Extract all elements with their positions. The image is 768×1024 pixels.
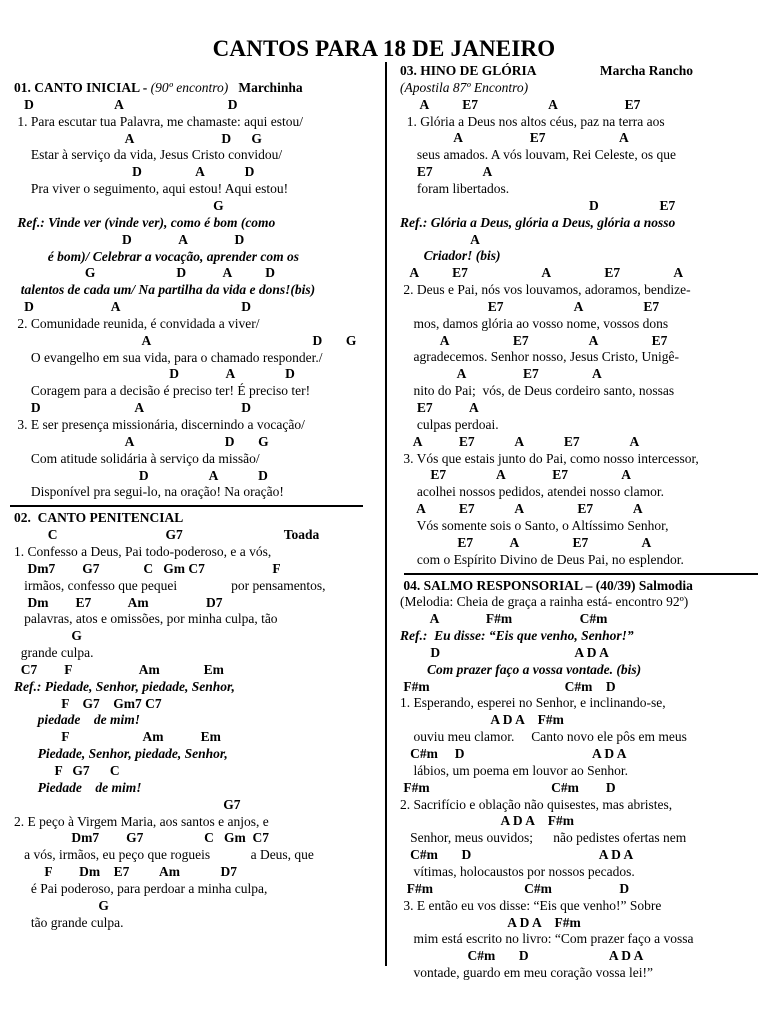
refrain-line: Ref.: Eu disse: “Eis que venho, Senhor!” <box>400 628 634 644</box>
refrain-line: Criador! (bis) <box>400 248 501 264</box>
chord-line: C#m D A D A <box>400 746 627 761</box>
lyric-line: acolhei nossos pedidos, atendei nosso clamor. <box>400 484 664 500</box>
lyric-line: Estar à serviço da vida, Jesus Cristo convidou/ <box>14 147 283 163</box>
chord-line: C#m D A D A <box>400 948 644 964</box>
chord-line: A E7 A E7 <box>400 332 668 348</box>
lyric-line: foram libertados. <box>400 180 510 196</box>
lyric-line: é Pai poderoso, para perdoar a minha culpa, <box>14 880 268 896</box>
chord-line: A D A F#m <box>400 813 575 829</box>
chord-line: E7 A E7 <box>400 298 660 314</box>
chord-line: A D A F#m <box>400 712 564 728</box>
lyric-line: a vós, irmãos, eu peço que rogueis a Deus, que <box>14 847 314 863</box>
lyric-line: irmãos, confesso que pequei por pensamentos, <box>14 577 326 593</box>
lyric-line: 2. Deus e Pai, nós vos louvamos, adoramos, bendize- <box>400 282 691 298</box>
chord-line: A D A F#m <box>400 914 581 930</box>
lyric-line: 3. E então eu vos disse: “Eis que venho!” Sobre <box>400 897 662 913</box>
chord-line: E7 A <box>400 164 493 180</box>
refrain-line: Piedade de mim! <box>14 779 142 795</box>
lyric-line: 1. Confesso a Deus, Pai todo-poderoso, e a vós, <box>14 543 272 559</box>
lyric-line: 1. Esperando, esperei no Senhor, e inclinando-se, <box>400 695 666 711</box>
column-divider <box>385 62 387 966</box>
refrain-line: Ref.: Glória a Deus, glória a Deus, glória a nosso <box>400 214 676 230</box>
chord-line: G7 <box>14 796 241 812</box>
lyric-line: nito do Pai; vós, de Deus cordeiro santo, nossas <box>400 383 675 399</box>
lyric-line: 2. Sacrifício e oblação não quisestes, mas abristes, <box>400 796 673 812</box>
refrain-line: Ref.: Vinde ver (vinde ver), como é bom (como <box>14 214 276 230</box>
chord-line: D A D <box>14 400 252 416</box>
section-heading <box>400 63 693 78</box>
chord-line: G <box>14 897 109 913</box>
lyric-line: agradecemos. Senhor nosso, Jesus Cristo, Unigê- <box>400 349 679 365</box>
section-heading <box>14 510 183 525</box>
lyric-line: Pra viver o seguimento, aqui estou! Aqui estou! <box>14 181 289 197</box>
chord-line: F Dm E7 Am D7 <box>14 864 237 880</box>
chord-line: A D G <box>14 332 357 348</box>
section-heading <box>400 578 693 593</box>
lyric-line: palavras, atos e omissões, por minha culpa, tão <box>14 611 278 627</box>
chord-line: A F#m C#m <box>400 611 608 627</box>
refrain-line: Com prazer faço a vossa vontade. (bis) <box>400 661 642 677</box>
chord-line: C7 F Am Em <box>14 661 224 677</box>
section-divider <box>10 505 363 507</box>
chord-line: A D G <box>14 130 262 146</box>
chord-line: A E7 A <box>400 130 629 146</box>
lyric-line: 2. E peço à Virgem Maria, aos santos e anjos, e <box>14 813 269 829</box>
chord-line: D A D <box>14 299 252 315</box>
lyric-line: com o Espírito Divino de Deus Pai, no esplendor. <box>400 551 684 567</box>
lyric-line: lábios, um poema em louvor ao Senhor. <box>400 762 628 778</box>
chord-line: E7 A E7 A <box>400 534 652 550</box>
section-heading-part: 03. HINO DE GLÓRIA Marcha Rancho <box>400 63 694 78</box>
chord-line: F G7 C <box>14 763 120 778</box>
chord-line: D A D <box>14 164 255 180</box>
chord-line: D A D <box>14 366 295 382</box>
lyric-line: 1. Para escutar tua Palavra, me chamaste: aqui estou/ <box>14 113 304 129</box>
chord-line: Dm7 G7 C Gm C7 <box>14 830 269 846</box>
refrain-line: Piedade, Senhor, piedade, Senhor, <box>14 746 228 762</box>
page-title: CANTOS PARA 18 DE JANEIRO <box>212 36 556 61</box>
chord-line: F#m C#m D <box>400 880 630 896</box>
chord-line: G <box>14 197 224 213</box>
section-heading-part: Marchinha <box>228 80 303 95</box>
chord-line: E7 A <box>400 400 479 415</box>
lyric-line: Senhor, meus ouvidos; não pedistes ofertas nem <box>400 830 687 846</box>
lyric-line: mim está escrito no livro: “Com prazer faço a vossa <box>400 931 694 947</box>
refrain-line: Ref.: Piedade, Senhor, piedade, Senhor, <box>14 678 235 694</box>
lyric-line: Coragem para a decisão é preciso ter! É preciso ter! <box>14 383 311 399</box>
lyric-line: 1. Glória a Deus nos altos céus, paz na terra aos <box>400 113 665 129</box>
chord-line: A E7 A E7 A <box>400 433 640 449</box>
section-heading-part: 02. CANTO PENITENCIAL <box>14 510 184 526</box>
lyric-line: tão grande culpa. <box>14 914 124 930</box>
subtitle-line: (Apostila 87º Encontro) <box>400 79 529 95</box>
chord-line: D A D <box>14 231 245 247</box>
section-divider <box>404 573 758 575</box>
section-heading-part: (90º encontro) <box>150 80 229 95</box>
refrain-line: é bom)/ Celebrar a vocação, aprender com os <box>14 248 299 264</box>
chord-line: A E7 A E7 A <box>400 265 684 281</box>
chord-line: A D G <box>14 433 269 449</box>
lyric-line: vontade, guardo em meu coração vossa lei!” <box>400 965 654 981</box>
lyric-line: Disponível pra segui-lo, na oração! Na oração! <box>14 484 284 500</box>
lyric-line: Vós somente sois o Santo, o Altíssimo Senhor, <box>400 517 669 533</box>
section-heading-part: 01. CANTO INICIAL - <box>14 80 151 95</box>
chord-line: F#m C#m D <box>400 779 616 795</box>
chord-line: F#m C#m D <box>400 678 616 694</box>
lyric-line: vítimas, holocaustos por nossos pecados. <box>400 863 635 879</box>
lyric-line: grande culpa. <box>14 645 94 661</box>
chord-line: G D A D <box>14 265 276 281</box>
chord-line: A E7 A E7 A <box>400 501 643 517</box>
chord-line: F Am Em <box>14 729 221 745</box>
chord-line: A E7 A <box>400 366 602 382</box>
chord-line: F G7 Gm7 C7 <box>14 695 162 711</box>
chord-line: Dm7 G7 C Gm C7 F <box>14 560 281 576</box>
lyric-line: seus amados. A vós louvam, Rei Celeste, os que <box>400 147 676 163</box>
chord-line: D A D <box>14 96 238 112</box>
chord-line: C G7 Toada <box>14 527 320 543</box>
chord-line: G <box>14 628 82 644</box>
chord-line: Dm E7 Am D7 <box>14 594 223 610</box>
refrain-line: piedade de mim! <box>14 712 140 728</box>
lyric-line: O evangelho em sua vida, para o chamado responder./ <box>14 349 323 365</box>
chord-line: D A D <box>14 467 268 483</box>
lyric-line: (Melodia: Cheia de graça a rainha está- encontro 92º) <box>400 594 689 610</box>
chord-line: A <box>400 231 480 247</box>
lyric-line: culpas perdoai. <box>400 416 499 432</box>
chord-line: C#m D A D A <box>400 847 634 863</box>
section-heading <box>14 80 303 95</box>
refrain-line: talentos de cada um/ Na partilha da vida e dons!(bis) <box>14 282 316 298</box>
chord-line: D E7 <box>400 197 676 213</box>
lyric-line: 3. Vós que estais junto do Pai, como nosso intercessor, <box>400 450 699 466</box>
section-heading-part: 04. SALMO RESPONSORIAL – (40/39) Salmodia <box>400 577 693 593</box>
lyric-line: 2. Comunidade reunida, é convidada a viver/ <box>14 315 260 331</box>
lyric-line: 3. E ser presença missionária, discernindo a vocação/ <box>14 417 305 432</box>
lyric-line: Com atitude solidária à serviço da missão/ <box>14 450 260 466</box>
chord-line: E7 A E7 A <box>400 467 632 483</box>
lyric-line: ouviu meu clamor. Canto novo ele pôs em meus <box>400 729 687 745</box>
chord-line: A E7 A E7 <box>400 96 641 112</box>
lyric-line: mos, damos glória ao vosso nome, vossos dons <box>400 315 669 331</box>
chord-line: D A D A <box>400 644 609 660</box>
